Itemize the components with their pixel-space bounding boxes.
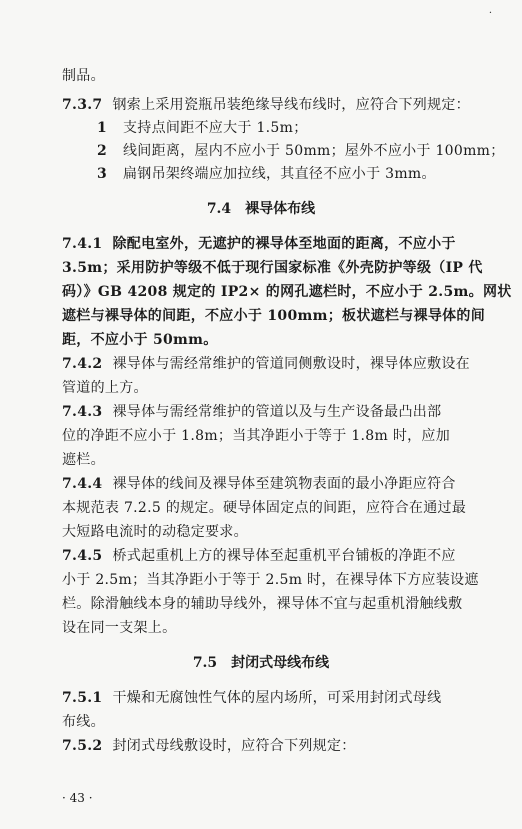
- clause-7-4-1: 7.4.1 除配电室外，无遮护的裸导体至地面的距离，不应小于: [62, 236, 456, 252]
- page-number: · 43 ·: [62, 791, 93, 805]
- list-item: 1 支持点间距不应大于 1.5m；: [97, 120, 308, 136]
- clause-7-3-7: [62, 96, 470, 114]
- text-line: 3.5m；采用防护等级不低于现行国家标准《外壳防护等级（IP 代: [62, 260, 483, 276]
- text-line: 遮栏。: [62, 452, 105, 468]
- clause-7-4-3: 7.4.3 裸导体与需经常维护的管道以及与生产设备最凸出部: [62, 404, 442, 420]
- text-line: 本规范表 7.2.5 的规定。硬导体固定点的间距，应符合在通过最: [62, 500, 467, 516]
- clause-text: 钢索上采用瓷瓶吊装绝缘导线布线时，应符合下列规定：: [112, 97, 470, 113]
- section-heading-7-5: 7.5 封闭式母线布线: [192, 655, 330, 671]
- text-line: 位的净距不应小于 1.8m；当其净距小于等于 1.8m 时，应加: [62, 428, 451, 444]
- text-line: 布线。: [62, 714, 105, 730]
- clause-7-4-5: 7.4.5 桥式起重机上方的裸导体至起重机平台铺板的净距不应: [62, 548, 456, 564]
- list-item: 2 线间距离，屋内不应小于 50mm；屋外不应小于 100mm；: [97, 143, 505, 159]
- text-line: 小于 2.5m；当其净距小于等于 2.5m 时，在裸导体下方应装设遮: [62, 572, 479, 588]
- text-line: 栏。除滑触线本身的辅助导线外，裸导体不宜与起重机滑触线敷: [62, 596, 463, 612]
- clause-7-5-2: 7.5.2 封闭式母线敷设时，应符合下列规定：: [62, 738, 356, 754]
- text-line: 管道的上方。: [62, 380, 148, 396]
- text-line: 码）》GB 4208 规定的 IP2× 的网孔遮栏时，不应小于 2.5m。网状: [62, 284, 512, 300]
- clause-7-4-2: 7.4.2 裸导体与需经常维护的管道同侧敷设时，裸导体应敷设在: [62, 356, 470, 372]
- clause-number: 7.3.7: [62, 97, 103, 113]
- text-line: 制品。: [62, 68, 105, 84]
- clause-7-4-4: 7.4.4 裸导体的线间及裸导体至建筑物表面的最小净距应符合: [62, 476, 456, 492]
- text-line: 大短路电流时的动稳定要求。: [62, 524, 248, 540]
- text-line: 设在同一支架上。: [62, 620, 177, 636]
- text-line: 遮栏与裸导体的间距，不应小于 100mm；板状遮栏与裸导体的间: [62, 308, 486, 324]
- list-item: 3 扁钢吊架终端应加拉线，其直径不应小于 3mm。: [97, 166, 436, 182]
- text-line: 距，不应小于 50mm。: [62, 332, 218, 348]
- corner-mark: ·: [488, 8, 492, 19]
- clause-7-5-1: 7.5.1 干燥和无腐蚀性气体的屋内场所，可采用封闭式母线: [62, 690, 442, 706]
- section-heading-7-4: 7.4 裸导体布线: [206, 201, 316, 217]
